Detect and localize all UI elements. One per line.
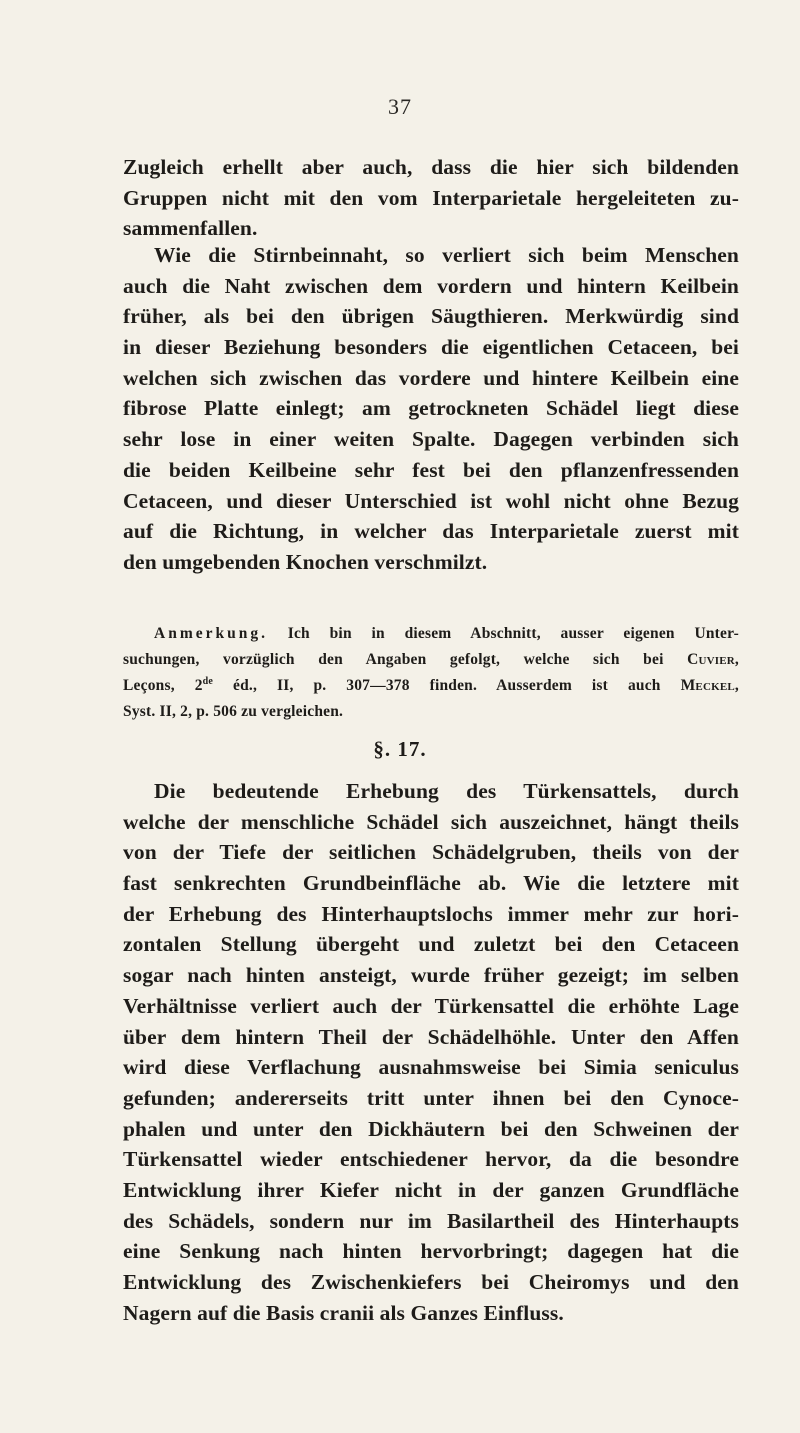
text-line: Türkensattel wieder entschiedener hervor, da die besondre [123, 1147, 739, 1172]
text-line: den umgebenden Knochen verschmilzt. [123, 549, 488, 574]
text-line: Verhältnisse verliert auch der Türkensattel die erhöhte Lage [123, 993, 739, 1018]
text-line: Entwicklung des Zwischenkiefers bei Cheiromys und den [123, 1270, 739, 1294]
text-line: gefunden; andererseits tritt unter ihnen bei den Cynoce- [123, 1085, 739, 1110]
text-line: sammenfallen. [123, 216, 258, 241]
text-line: fast senkrechten Grundbeinfläche ab. Wie die letztere mit [123, 871, 739, 896]
text-line: auch die Naht zwischen dem vordern und hintern Keilbein [123, 273, 739, 298]
text-line: die beiden Keilbeine sehr fest bei den pflanzenfressenden [123, 457, 739, 482]
text-line: fibrose Platte einlegt; am getrockneten Schädel liegt diese [123, 396, 739, 421]
note-line [123, 621, 739, 647]
page-number: 37 [388, 94, 412, 119]
text-line: Nagern auf die Basis cranii als Ganzes Einfluss. [123, 1300, 564, 1325]
note-text: Ich bin in diesem Abschnitt, ausser eigenen Unter- [287, 625, 739, 642]
note-label: Anmerkung. [154, 625, 268, 642]
paragraph-continued [123, 152, 739, 244]
paragraph-keilbein [123, 240, 739, 578]
text-line: sehr lose in einer weiten Spalte. Dagegen verbinden sich [123, 427, 739, 452]
section-heading: §. 17. [373, 737, 427, 761]
text-line: phalen und unter den Dickhäutern bei den Schweinen der [123, 1116, 739, 1141]
text-line: Zugleich erhellt aber auch, dass die hier sich bildenden [123, 155, 739, 179]
footnote-anmerkung [123, 621, 739, 725]
note-line: Syst. II, 2, p. 506 zu vergleichen. [123, 703, 344, 720]
text-line: welche der menschliche Schädel sich auszeichnet, hängt theils [123, 809, 739, 834]
note-text: Leçons, 2 [123, 677, 203, 694]
text-line: auf die Richtung, in welcher das Interparietale zuerst mit [123, 519, 739, 544]
paragraph-tuerkensattel [123, 776, 739, 1328]
text-line: des Schädels, sondern nur im Basilartheil des Hinterhaupts [123, 1208, 739, 1233]
text-line: sogar nach hinten ansteigt, wurde früher gezeigt; im selben [123, 963, 739, 988]
text-line: eine Senkung nach hinten hervorbringt; dagegen hat die [123, 1239, 739, 1264]
note-line [123, 647, 739, 673]
text-line: Gruppen nicht mit den vom Interparietale hergeleiteten zu- [123, 185, 739, 210]
text-line: Cetaceen, und dieser Unterschied ist wohl nicht ohne Bezug [123, 488, 739, 513]
text-line: über dem hintern Theil der Schädelhöhle. Unter den Affen [123, 1024, 739, 1049]
text-line: von der Tiefe der seitlichen Schädelgruben, theils von der [123, 840, 739, 865]
note-text: éd., II, p. 307—378 finden. Ausserdem ist auch [233, 677, 661, 694]
text-line: der Erhebung des Hinterhauptslochs immer mehr zur hori- [123, 901, 739, 926]
text-line: in dieser Beziehung besonders die eigentlichen Cetaceen, bei [123, 335, 739, 360]
text-line: welchen sich zwischen das vordere und hintere Keilbein eine [123, 365, 739, 390]
text-line: zontalen Stellung übergeht und zuletzt bei den Cetaceen [123, 932, 739, 957]
text-line: Entwicklung ihrer Kiefer nicht in der ganzen Grundfläche [123, 1177, 739, 1202]
text-line: Wie die Stirnbeinnaht, so verliert sich beim Menschen [154, 243, 739, 267]
text-line: Die bedeutende Erhebung des Türkensattels, durch [154, 779, 739, 803]
text-line: wird diese Verflachung ausnahmsweise bei Simia seniculus [123, 1055, 739, 1080]
note-text: suchungen, vorzüglich den Angaben gefolgt, welche sich bei [123, 651, 664, 668]
author-name: Meckel, [680, 677, 739, 694]
text-line: früher, als bei den übrigen Säugthieren. Merkwürdig sind [123, 304, 739, 329]
edition-superscript: de [202, 675, 214, 687]
author-name: Cuvier, [687, 651, 739, 668]
note-line [123, 673, 739, 699]
